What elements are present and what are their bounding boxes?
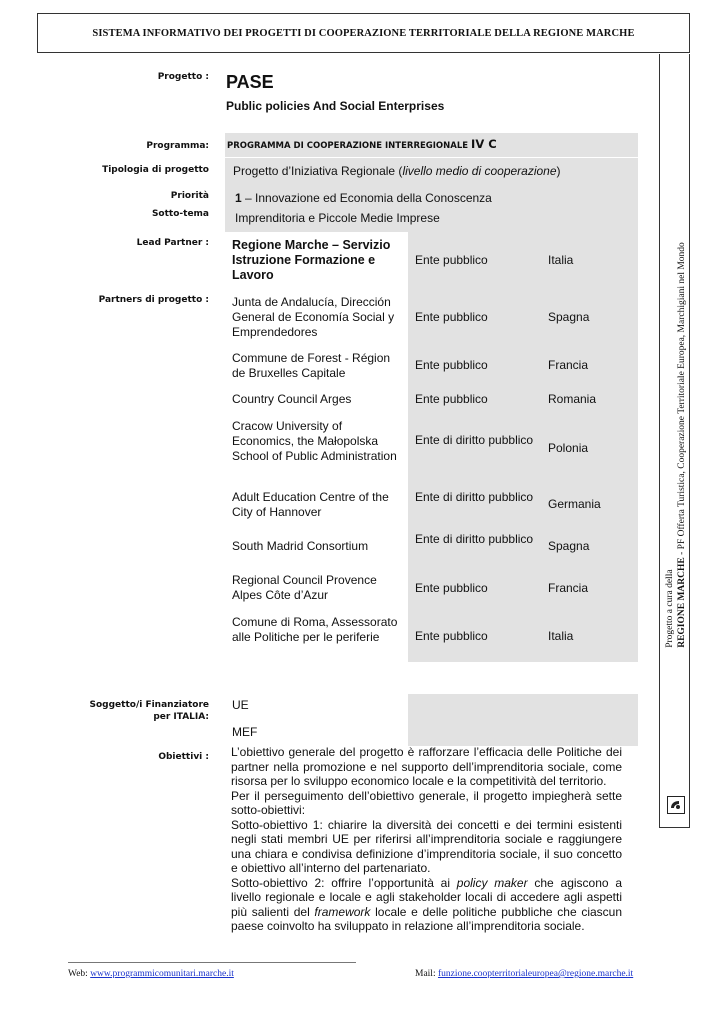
label-finanziatori-line1: Soggetto/i Finanziatore [89, 700, 209, 710]
tipologia-suffix: ) [556, 164, 561, 178]
project-full-name: Public policies And Social Enterprises [226, 99, 445, 113]
obiettivi-paragraph: Sotto-obiettivo 1: chiarire la diversità dei concetti e dei termini esistenti negli stati membri UE per riferirsi all’imprenditoria sociale e raggiungere una chiara e condivisa definizione d’imprenditoria sociale, il suo concetto e obiettivo all’interno del partenariato. [231, 817, 622, 875]
label-obiettivi: Obiettivi : [158, 752, 209, 762]
lead-partner-type: Ente pubblico [415, 253, 488, 267]
label-priorita: Priorità [170, 191, 209, 201]
obiettivi-text-part: che agiscono a livello regionale e locale e agli stakeholder locali di accedere agli aspetti più salienti del [231, 875, 623, 919]
sottotema-value: Imprenditoria e Piccole Medie Imprese [235, 211, 440, 225]
priorita-text: – Innovazione ed Economia della Conoscenza [241, 191, 492, 205]
obiettivi-text-part: locale e delle politiche pubbliche che ciascun paese coinvolto ha sviluppato in relazione all’imprenditoria sociale. [231, 904, 622, 933]
footer-web-link[interactable]: www.programmicomunitari.marche.it [90, 969, 234, 979]
partner-name: Adult Education Centre of the City of Hannover [232, 490, 389, 519]
partner-name: Junta de Andalucía, Dirección General de Economía Social y Emprendedores [232, 295, 395, 339]
footer-divider [68, 962, 356, 963]
obiettivi-paragraph [231, 876, 622, 934]
partner-type: Ente di diritto pubblico [415, 532, 534, 546]
project-acronym: PASE [226, 72, 274, 92]
priorita-value [235, 191, 492, 206]
label-programma: Programma: [146, 141, 209, 151]
partner-country: Francia [548, 581, 589, 595]
partner-name: Regional Council Provence Alpes Côte d’Azur [232, 573, 377, 602]
priorita-number: 1 [235, 191, 242, 205]
obiettivi-text [231, 745, 622, 934]
footer-web-label: Web: [68, 969, 91, 979]
side-banner-line2 [676, 242, 688, 648]
obiettivi-italic: policy maker [456, 875, 528, 890]
label-progetto: Progetto : [157, 72, 209, 82]
page-header [37, 13, 690, 53]
partner-type: Ente pubblico [415, 358, 488, 372]
partner-type: Ente pubblico [415, 392, 488, 406]
label-tipologia: Tipologia di progetto [102, 165, 209, 175]
footer-mail-link[interactable]: funzione.coopterritorialeuropea@regione.marche.it [437, 969, 634, 979]
partner-country: Spagna [548, 310, 590, 324]
footer-mail [415, 969, 633, 979]
label-lead-partner: Lead Partner : [136, 238, 209, 248]
side-banner-dept: - PF Offerta Turistica, Cooperazione Territoriale Europea, Marchigiani nel Mondo [677, 242, 687, 558]
header-title: SISTEMA INFORMATIVO DEI PROGETTI DI COOPERAZIONE TERRITORIALE DELLA REGIONE MARCHE [92, 27, 635, 39]
partner-name: Comune di Roma, Assessorato alle Politiche per le periferie [232, 615, 398, 644]
obiettivi-italic: framework [314, 904, 371, 919]
partner-name: Country Council Arges [232, 392, 352, 406]
region-logo-icon [667, 796, 685, 814]
tipologia-italic: livello medio di cooperazione [402, 164, 557, 178]
partner-name: Cracow University of Economics, the Małopolska School of Public Administration [232, 419, 397, 463]
side-banner-line1: Progetto a cura della [665, 569, 675, 648]
partner-name: South Madrid Consortium [232, 539, 369, 553]
side-banner-text [664, 242, 688, 648]
partner-country: Spagna [548, 539, 590, 553]
partner-type: Ente pubblico [415, 581, 488, 595]
partner-type: Ente pubblico [415, 629, 488, 643]
obiettivi-paragraph: L’obiettivo generale del progetto è rafforzare l’efficacia delle Politiche dei partner nella promozione e nel supporto dell’imprenditoria sociale, come risorsa per lo sviluppo economico locale e la competitività del territorio. [231, 745, 622, 788]
lead-partner-country: Italia [548, 253, 574, 267]
label-finanziatori-line2: per ITALIA: [153, 712, 209, 722]
partner-type: Ente di diritto pubblico [415, 433, 534, 447]
programma-text: PROGRAMMA DI COOPERAZIONE INTERREGIONALE [227, 141, 469, 151]
finanziatore-mef: MEF [232, 725, 258, 739]
partner-country: Polonia [548, 441, 589, 455]
partner-country: Francia [548, 358, 589, 372]
info-divider [225, 157, 638, 158]
label-sottotema: Sotto-tema [151, 209, 209, 219]
side-banner-org: REGIONE MARCHE [677, 557, 687, 648]
partner-country: Germania [548, 497, 601, 511]
programma-value [227, 137, 497, 151]
partner-name: Commune de Forest - Région de Bruxelles Capitale [232, 351, 391, 380]
partner-type: Ente di diritto pubblico [415, 490, 534, 504]
finanziatore-ue: UE [232, 698, 249, 712]
lead-partner-name: Regione Marche – Servizio Istruzione Formazione e Lavoro [232, 238, 391, 282]
tipologia-value [233, 164, 561, 179]
finanziatori-bg [408, 694, 638, 746]
partner-country: Italia [548, 629, 574, 643]
label-partners: Partners di progetto : [98, 295, 209, 305]
obiettivi-paragraph: Per il perseguimento dell’obiettivo generale, il progetto impiegherà sette sotto-obiettivi: [231, 788, 622, 817]
label-finanziatori [90, 699, 210, 723]
partner-country: Romania [548, 392, 597, 406]
tipologia-prefix: Progetto d’Iniziativa Regionale ( [233, 164, 403, 178]
footer-mail-label: Mail: [415, 969, 438, 979]
obiettivi-text-part: Sotto-obiettivo 2: offrire l’opportunità ai [231, 875, 457, 890]
footer-web [68, 969, 234, 979]
partner-type: Ente pubblico [415, 310, 488, 324]
programma-suffix: IV C [471, 137, 497, 151]
